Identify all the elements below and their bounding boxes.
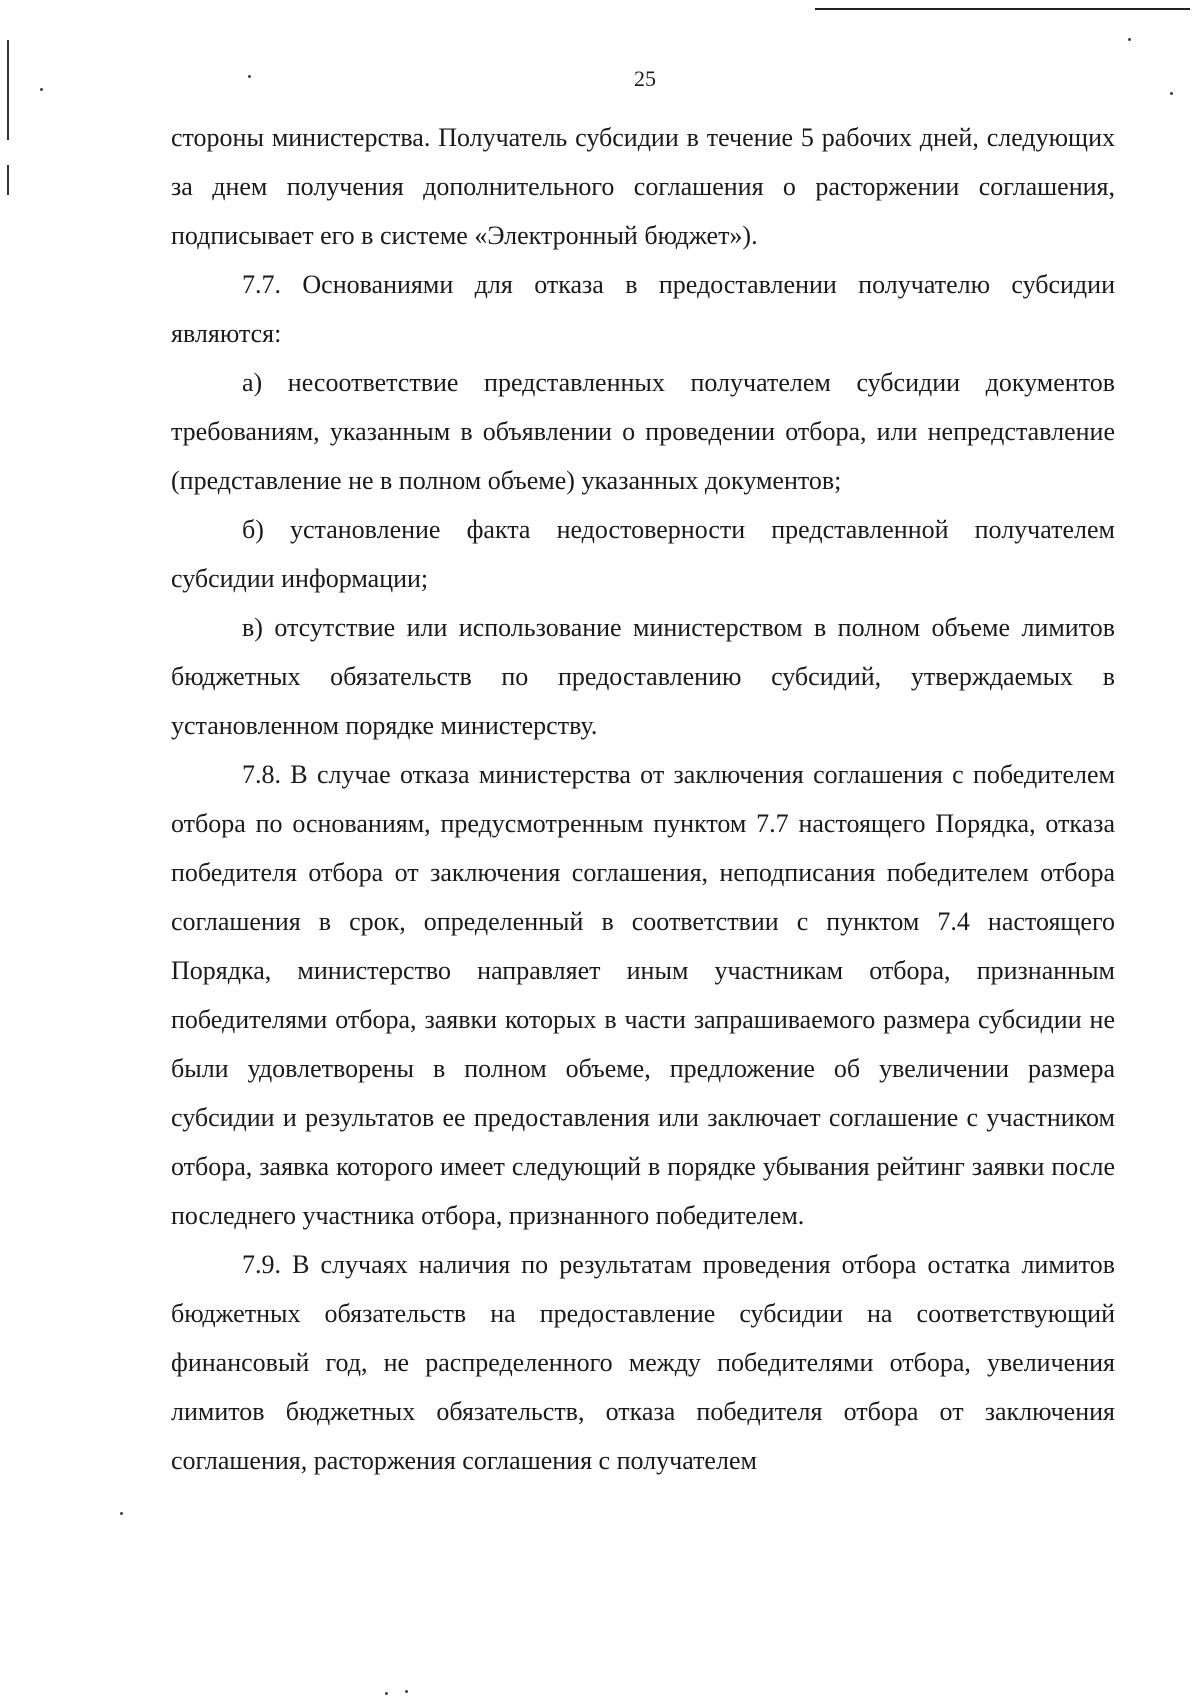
scan-speck — [1128, 38, 1131, 41]
list-item-a: а) несоответствие представленных получателем субсидии документов требованиям, указанным в объявлении о проведении отбора, или непредставление (представление не в полном объеме) указанных документов; — [171, 368, 1115, 495]
scan-speck — [1170, 92, 1173, 95]
paragraph-7-9: 7.9. В случаях наличия по результатам проведения отбора остатка лимитов бюджетных обязательств на предоставление субсидии на соответствующий финансовый год, не распределенного между победителями отбора, увеличения лимитов бюджетных обязательств, отказа победителя отбора от заключения соглашения, расторжения соглашения с получателем — [171, 1250, 1115, 1475]
paragraph-continuation: стороны министерства. Получатель субсидии в течение 5 рабочих дней, следующих за днем получения дополнительного соглашения о расторжении соглашения, подписывает его в системе «Электронный бюджет»). — [171, 123, 1115, 250]
left-scan-mark-small — [7, 165, 9, 195]
document-body — [171, 113, 1115, 1485]
scan-speck — [405, 1690, 408, 1693]
scan-speck — [120, 1512, 123, 1515]
top-scan-rule — [815, 8, 1190, 10]
list-item-v: в) отсутствие или использование министерством в полном объеме лимитов бюджетных обязательств по предоставлению субсидий, утверждаемых в установленном порядке министерству. — [171, 613, 1115, 740]
paragraph-7-8: 7.8. В случае отказа министерства от заключения соглашения с победителем отбора по основаниям, предусмотренным пунктом 7.7 настоящего Порядка, отказа победителя отбора от заключения соглашения, неподписания победителем отбора соглашения в срок, определенный в соответствии с пунктом 7.4 настоящего Порядка, министерство направляет иным участникам отбора, признанным победителями отбора, заявки которых в части запрашиваемого размера субсидии не были удовлетворены в полном объеме, предложение об увеличении размера субсидии и результатов ее предоставления или заключает соглашение с участником отбора, заявка которого имеет следующий в порядке убывания рейтинг заявки после последнего участника отбора, признанного победителем. — [171, 760, 1115, 1230]
paragraph-7-7: 7.7. Основаниями для отказа в предоставлении получателю субсидии являются: — [171, 270, 1115, 348]
scan-speck — [385, 1692, 388, 1695]
page-number: 25 — [634, 66, 656, 91]
list-item-b: б) установление факта недостоверности представленной получателем субсидии информации; — [171, 515, 1115, 593]
